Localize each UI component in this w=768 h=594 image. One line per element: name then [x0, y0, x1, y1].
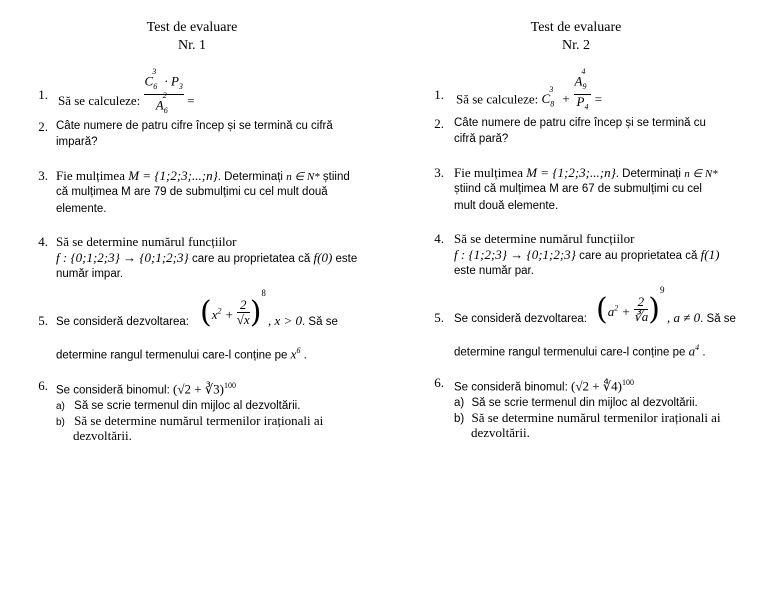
question-text-line: mult două elemente.	[454, 200, 559, 212]
question-text-line: elemente.	[56, 203, 107, 215]
math-set: M = {1;2;3;...;n}	[526, 165, 616, 180]
question-text: Se consideră dezvoltarea:	[56, 316, 189, 328]
math-expression: ($x^2$ + $\frac{2}{√x}$ )$^8$	[200, 288, 266, 330]
question-text: știind	[322, 171, 350, 183]
question-text-line: cifră pară?	[454, 133, 509, 145]
question-text: este	[335, 253, 358, 265]
question-text: care au proprietatea că	[579, 250, 698, 262]
math-exponent: 6	[296, 346, 301, 355]
math-expression: ($a^2$ + $\frac{2}{∛a}$ )$^9$	[596, 285, 665, 327]
question-number: 3.	[38, 168, 48, 183]
test-number: Nr. 2	[562, 38, 590, 53]
math-exponent: 4	[695, 343, 700, 352]
math-fraction: $\frac{A_9^4}{P_4}$	[574, 71, 592, 115]
subquestion-text: Să se scrie termenul din mijloc al dezvoltării.	[471, 397, 698, 409]
question-text-line: este număr par.	[454, 265, 534, 277]
question-text-line: număr impar.	[56, 268, 124, 280]
question-text: determine rangul termenului care-l conține pe	[56, 349, 288, 362]
math-term: a	[688, 343, 696, 359]
test-title: Test de evaluare	[146, 20, 238, 35]
question-text: care au proprietatea că	[191, 253, 311, 265]
question-text: Fie mulțimea	[454, 165, 523, 180]
question-number: 6.	[38, 378, 48, 393]
question-text: Să se determine numărul funcțiilor	[56, 234, 237, 249]
question-text: Câte numere de patru cifre încep și se termină cu cifră	[56, 120, 333, 132]
question-number: 1.	[434, 87, 444, 102]
math-function: f : {1;2;3} → {0;1;2;3}	[454, 247, 576, 262]
subquestion-text-line: dezvoltării.	[471, 425, 530, 440]
subquestion-label: b)	[454, 413, 465, 425]
question-text: Să se determine numărul funcțiilor	[454, 231, 635, 246]
subquestion-label: a)	[56, 401, 65, 412]
test-title: Test de evaluare	[530, 20, 622, 35]
math-exponent: 100	[223, 381, 236, 390]
question-text: Să se calculeze:	[456, 91, 539, 107]
question-number: 4.	[434, 231, 444, 246]
question-number: 5.	[434, 310, 444, 325]
test-column-1: Test de evaluare Nr. 1 1. Să se calculeze: $\frac{C_6^3 \cdot P_3}{A_6^2}$ = 2. Câte numere de patru cifre încep și se termină cu cifră impară? 3. Fie mulțimea M = {1;2;3;...;n}. Determinați n ∈ N* știind că mulțimea M are 79 de submulțimi cu cel mult două elemente. 4. Să se determine numărul funcțiilor f : {0;1;2;3} → {0;1;2;3} care au proprietatea că f(0) este număr impar. 5. Se consideră dezvoltarea: ($x^2$ + $\frac{2}{√x}$ )$^8$ , x > 0. Să se determine rangul termenului care-l conține pe $x^6$ . 6. Se consideră binomul: (√2 + ∛3)$^{100}$ a) Să se scrie termenul din mijloc al dezvoltării. b) Să se determine numărul termenilor iraționali ai dezvoltării.	[0, 0, 384, 594]
math-condition: , x > 0	[268, 313, 303, 328]
subquestion-text: Să se scrie termenul din mijloc al dezvoltării.	[74, 400, 301, 412]
question-text: . Determinați	[615, 168, 681, 180]
question-text: Se consideră binomul:	[56, 384, 170, 397]
subquestion-text-line: dezvoltării.	[73, 428, 132, 443]
question-number: 4.	[38, 234, 48, 249]
subquestion-label: b)	[56, 417, 65, 428]
question-text: . Determinați	[217, 171, 283, 183]
question-text: Fie mulțimea	[56, 168, 125, 183]
question-number: 6.	[434, 375, 444, 390]
subquestion-text: Să se determine numărul termenilor iraționali ai	[471, 410, 721, 425]
question-text: Se consideră binomul:	[454, 381, 568, 394]
question-number: 1.	[38, 87, 48, 102]
question-number: 5.	[38, 313, 48, 328]
question-text-line: determine rangul termenului care-l conține pe $x^6$ .	[56, 346, 307, 362]
test-column-2: Test de evaluare Nr. 2 1. Să se calculeze: $C_8^3$ + $\frac{A_9^4}{P_4}$ = 2. Câte numere de patru cifre încep și se termină cu cifră pară? 3. Fie mulțimea M = {1;2;3;...;n}. Determinați n ∈ N* știind că mulțimea M are 67 de submulțimi cu cel mult două elemente. 4. Să se determine numărul funcțiilor f : {1;2;3} → {0;1;2;3} care au proprietatea că f(1) este număr par. 5. Se consideră dezvoltarea: ($a^2$ + $\frac{2}{∛a}$ )$^9$ , a ≠ 0. Să se determine rangul termenului care-l conține pe $a^4$ . 6. Se consideră binomul: (√2 + ∜4)$^{100}$ a) Să se scrie termenul din mijloc al dezvoltării. b) Să se determine numărul termenilor iraționali ai dezvoltării.	[384, 0, 768, 594]
question-text-line: determine rangul termenului care-l conține pe $a^4$ .	[454, 343, 706, 359]
math-expression: f(0)	[313, 250, 333, 265]
math-expression: (√2 + ∜4)	[571, 378, 622, 394]
question-number: 2.	[38, 119, 48, 134]
question-text: . Să se	[700, 313, 736, 325]
math-fraction: $\frac{C_6^3 \cdot P_3}{A_6^2}$	[144, 67, 183, 115]
math-condition: n ∈ N*	[684, 168, 718, 180]
test-number: Nr. 1	[178, 38, 206, 53]
question-number: 2.	[434, 116, 444, 131]
question-text: Se consideră dezvoltarea:	[454, 313, 587, 325]
math-term: x	[290, 346, 297, 362]
math-function: f : {0;1;2;3} → {0;1;2;3}	[56, 250, 189, 265]
question-number: 3.	[434, 165, 444, 180]
math-exponent: 100	[621, 378, 634, 387]
question-text: . Să se	[302, 316, 338, 328]
question-text: Să se calculeze:	[58, 92, 141, 108]
question-text-line: știind că mulțimea M are 67 de submulțimi cu cel	[454, 183, 702, 195]
question-text-line: că mulțimea M are 79 de submulțimi cu cel mult două	[56, 186, 328, 198]
math-expression: (√2 + ∛3)	[173, 381, 224, 397]
math-expression: f(1)	[700, 247, 720, 262]
subquestion-label: a)	[454, 397, 465, 409]
question-text: Câte numere de patru cifre încep și se termină cu	[454, 117, 706, 129]
math-condition: , a ≠ 0	[667, 310, 701, 325]
math-condition: n ∈ N*	[286, 171, 320, 183]
question-text-line: impară?	[56, 136, 98, 148]
math-set: M = {1;2;3;...;n}	[128, 168, 218, 183]
question-text: determine rangul termenului care-l conține pe	[454, 346, 686, 359]
subquestion-text: Să se determine numărul termenilor iraționali ai	[74, 413, 324, 428]
